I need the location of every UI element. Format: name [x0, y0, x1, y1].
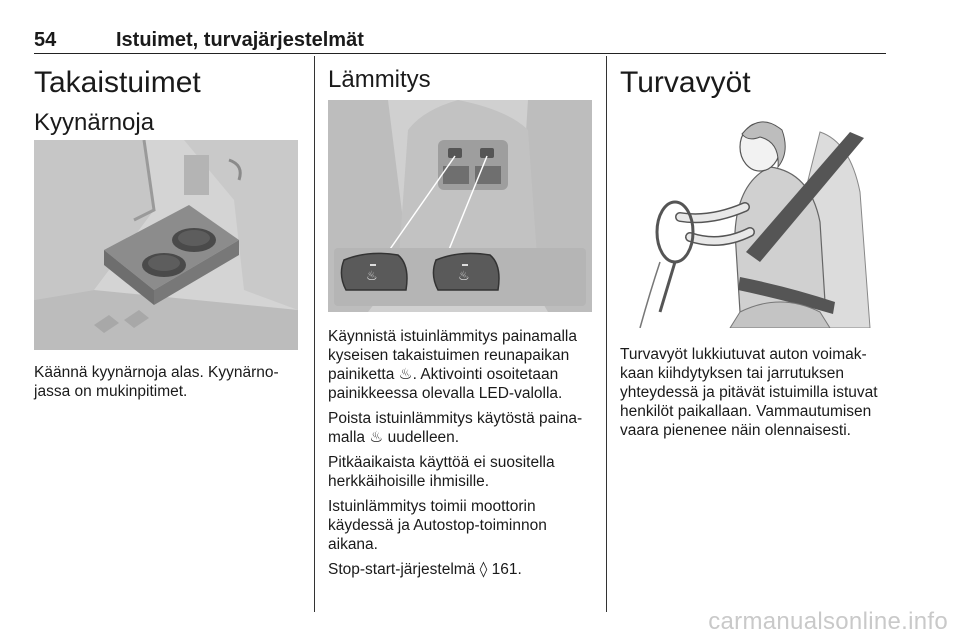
- page-header: [34, 29, 886, 54]
- body-line: Poista istuinlämmitys käytöstä paina-: [328, 410, 583, 427]
- body-line: henkilöt paikallaan. Vammautumisen: [620, 403, 872, 420]
- body-line: käydessä ja Autostop-toiminnon: [328, 517, 547, 534]
- page-reference-icon[interactable]: ◊: [479, 560, 488, 578]
- body-line: Istuinlämmitys toimii moottorin: [328, 498, 536, 515]
- body-line: aikana.: [328, 536, 378, 553]
- body-line: [328, 428, 600, 447]
- body-line: jassa on mukinpitimet.: [34, 383, 188, 400]
- body-line: [328, 560, 600, 579]
- seat-heater-icon: ♨: [398, 365, 413, 383]
- heating-buttons-illustration: [328, 100, 592, 312]
- svg-text:♨: ♨: [366, 269, 378, 284]
- body-line: painikkeessa olevalla LED-valolla.: [328, 385, 563, 402]
- body-text: uudelleen.: [383, 429, 460, 446]
- column-heating: [328, 60, 598, 94]
- body-line: kyseisen takaistuimen reunapaikan: [328, 347, 570, 364]
- body-line: kaan kiihdytyksen tai jarrutuksen: [620, 365, 845, 382]
- seat-heater-icon: ♨: [369, 428, 384, 446]
- subsection-heading: Kyynärnoja: [34, 109, 155, 136]
- svg-text:♨: ♨: [458, 269, 470, 284]
- heating-text: [328, 327, 600, 579]
- body-line: Pitkäaikaista käyttöä ei suositella: [328, 454, 555, 471]
- seatbelt-text: [620, 345, 892, 440]
- body-text: Stop-start-järjestelmä: [328, 561, 480, 578]
- column-divider: [606, 56, 607, 612]
- watermark: carmanualsonline.info: [708, 608, 948, 635]
- body-line: Käännä kyynärnoja alas. Kyynärno-: [34, 364, 279, 381]
- seatbelt-illustration: [620, 112, 886, 328]
- body-text: malla: [328, 429, 370, 446]
- page-number: 54: [34, 29, 57, 51]
- body-line: Turvavyöt lukkiutuvat auton voimak-: [620, 346, 867, 363]
- body-line: vaara pienenee näin olennaisesti.: [620, 422, 851, 439]
- body-text: painiketta: [328, 366, 399, 383]
- running-title: Istuimet, turvajärjestelmät: [116, 29, 364, 51]
- page-reference[interactable]: 161.: [487, 561, 522, 578]
- body-line: [328, 365, 600, 384]
- body-text: . Aktivointi osoitetaan: [412, 366, 559, 383]
- column-armrest: [34, 60, 304, 137]
- body-line: yhteydessä ja pitävät istuimilla istuvat: [620, 384, 878, 401]
- column-divider: [314, 56, 315, 612]
- section-heading: Takaistuimet: [34, 66, 201, 99]
- body-line: herkkäihoisille ihmisille.: [328, 473, 490, 490]
- column-seatbelts: [620, 60, 890, 100]
- body-line: Käynnistä istuinlämmitys painamalla: [328, 328, 577, 345]
- armrest-text: [34, 363, 304, 401]
- armrest-illustration: [34, 140, 298, 350]
- section-heading: Lämmitys: [328, 66, 431, 93]
- section-heading: Turvavyöt: [620, 66, 751, 99]
